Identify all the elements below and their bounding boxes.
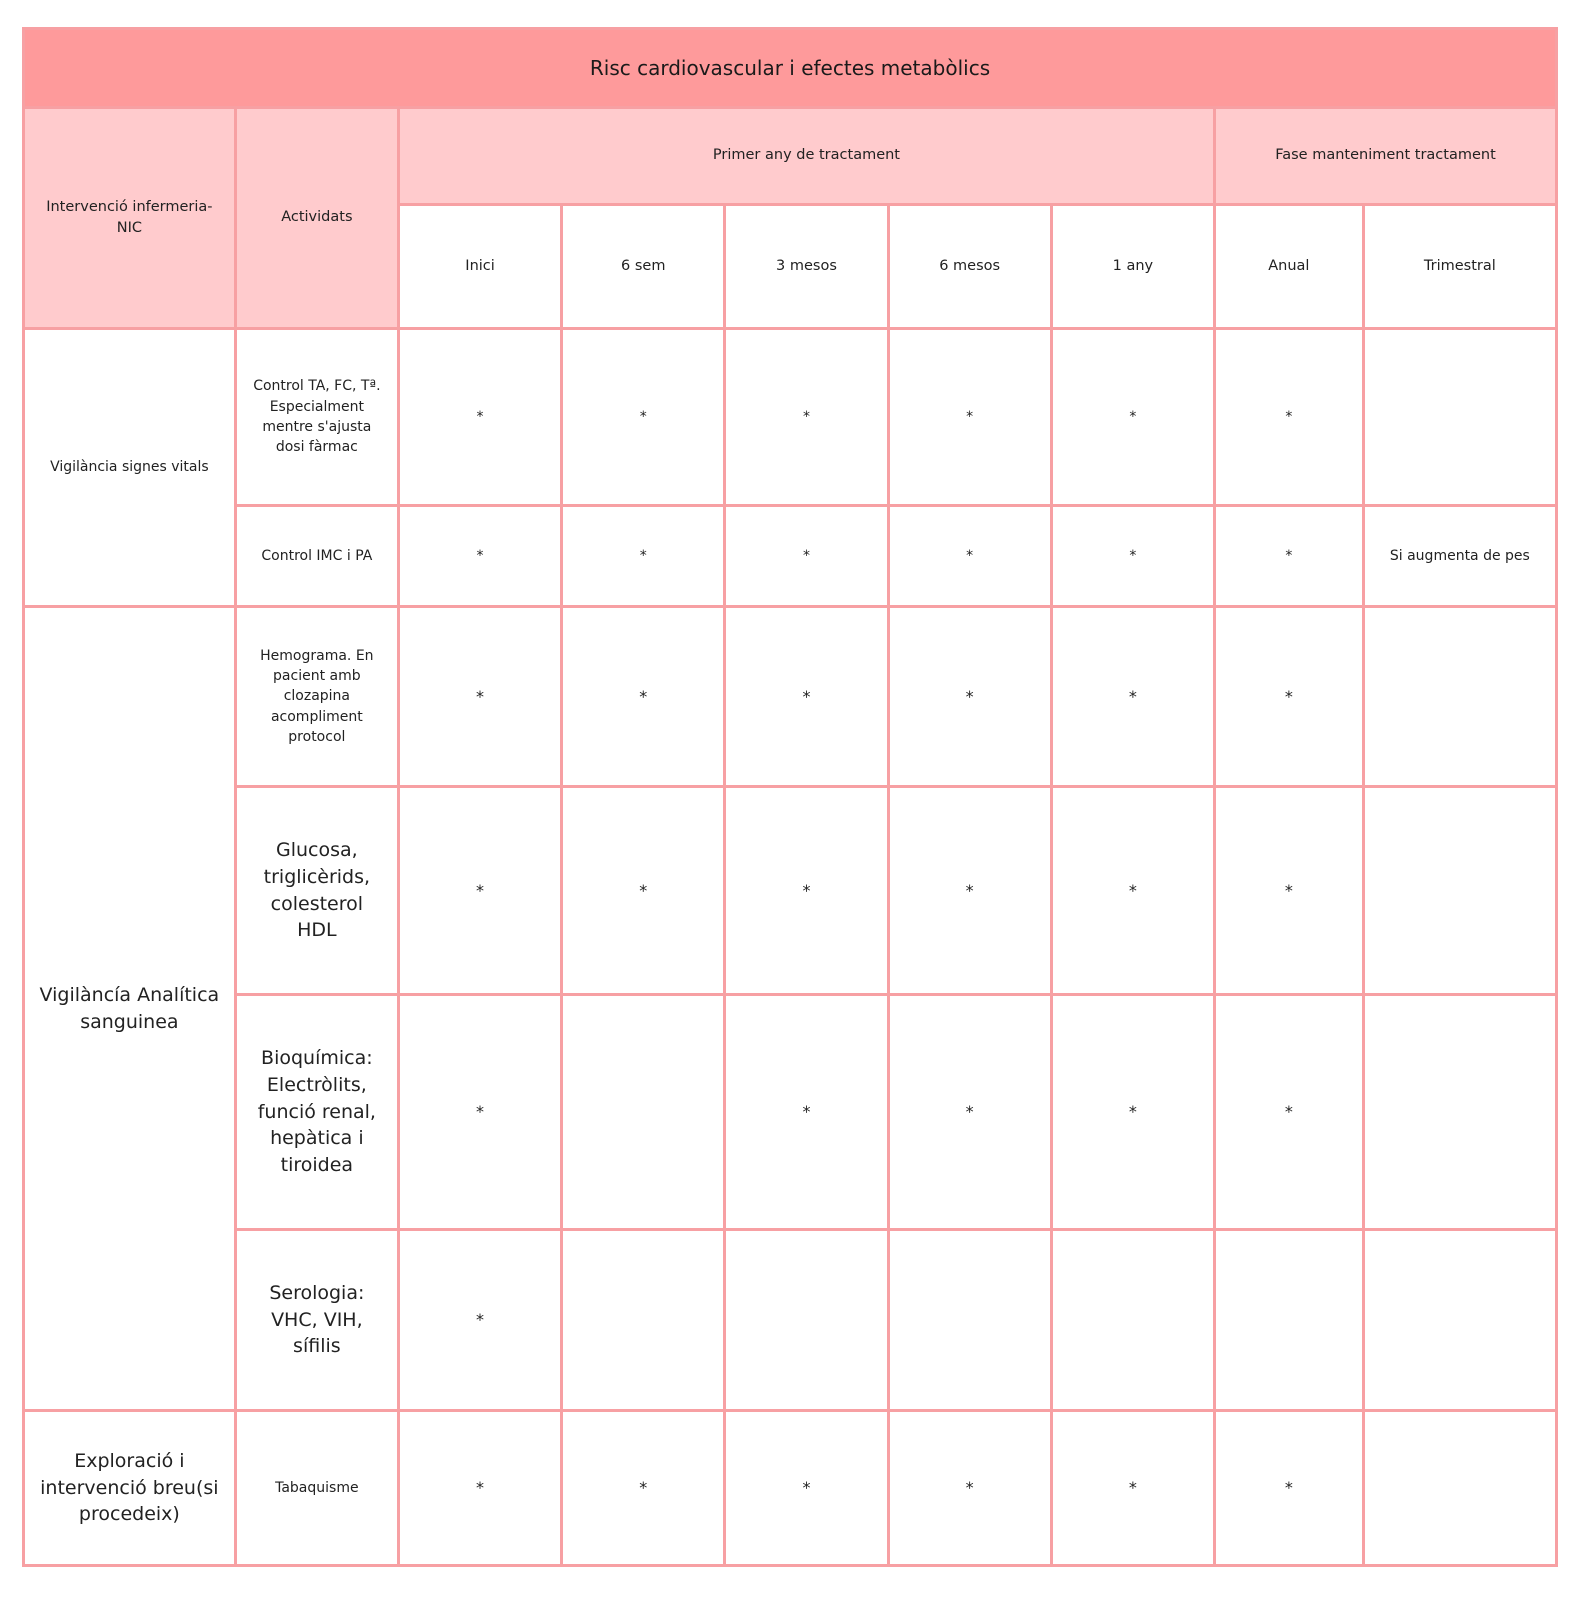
cell <box>1363 787 1556 995</box>
cell: * <box>562 1411 725 1566</box>
activity-label: Hemograma. En pacient amb clozapina acompliment protocol <box>235 607 398 787</box>
cell: Si augmenta de pes <box>1363 506 1556 607</box>
table-row <box>24 607 1557 787</box>
activity-label: Control TA, FC, Tª. Especialment mentre s'ajusta dosi fàrmac <box>235 329 398 506</box>
cell: * <box>398 329 561 506</box>
group-label: Vigilàncía Analítica sanguinea <box>24 607 236 1411</box>
cell <box>1363 329 1556 506</box>
cell: * <box>725 607 888 787</box>
cell: * <box>725 787 888 995</box>
cell <box>1363 1230 1556 1411</box>
cell: * <box>562 607 725 787</box>
cell: * <box>398 1230 561 1411</box>
cell: * <box>888 787 1051 995</box>
cell: * <box>398 1411 561 1566</box>
cell <box>1363 607 1556 787</box>
cell: * <box>888 329 1051 506</box>
table-row <box>24 995 1557 1230</box>
cell: * <box>888 506 1051 607</box>
col-3-mesos: 3 mesos <box>725 205 888 329</box>
cell: * <box>888 1411 1051 1566</box>
table-row <box>24 329 1557 506</box>
cell: * <box>562 506 725 607</box>
header-maintenance: Fase manteniment tractament <box>1214 108 1556 205</box>
col-1-any: 1 any <box>1051 205 1214 329</box>
cell: * <box>888 607 1051 787</box>
cell: * <box>1051 1411 1214 1566</box>
activity-label: Tabaquisme <box>235 1411 398 1566</box>
monitoring-table <box>22 27 1558 1567</box>
cell: * <box>1214 329 1363 506</box>
col-anual: Anual <box>1214 205 1363 329</box>
cell <box>888 1230 1051 1411</box>
header-activities: Actividats <box>235 108 398 329</box>
cell: * <box>1214 787 1363 995</box>
cell: * <box>725 1411 888 1566</box>
cell: * <box>398 607 561 787</box>
cell <box>562 1230 725 1411</box>
cell: * <box>1051 506 1214 607</box>
cell <box>1051 1230 1214 1411</box>
col-trimestral: Trimestral <box>1363 205 1556 329</box>
cell: * <box>1051 329 1214 506</box>
col-inici: Inici <box>398 205 561 329</box>
group-label: Exploració i intervenció breu(si procedeix) <box>24 1411 236 1566</box>
cell: * <box>398 995 561 1230</box>
cell: * <box>1051 607 1214 787</box>
cell <box>562 995 725 1230</box>
cell: * <box>1214 607 1363 787</box>
cell <box>725 1230 888 1411</box>
cell: * <box>1214 1411 1363 1566</box>
cell: * <box>1051 787 1214 995</box>
col-6-mesos: 6 mesos <box>888 205 1051 329</box>
cell <box>1363 1411 1556 1566</box>
cell: * <box>562 329 725 506</box>
cell: * <box>725 329 888 506</box>
table-row <box>24 1230 1557 1411</box>
table-title: Risc cardiovascular i efectes metabòlics <box>24 29 1557 108</box>
cell: * <box>725 995 888 1230</box>
cell: * <box>398 787 561 995</box>
cell: * <box>1051 995 1214 1230</box>
table-row <box>24 787 1557 995</box>
cell <box>1214 1230 1363 1411</box>
activity-label: Control IMC i PA <box>235 506 398 607</box>
cell: * <box>725 506 888 607</box>
header-first-year: Primer any de tractament <box>398 108 1214 205</box>
cell: * <box>398 506 561 607</box>
col-6-sem: 6 sem <box>562 205 725 329</box>
group-label: Vigilància signes vitals <box>24 329 236 607</box>
cell: * <box>1214 506 1363 607</box>
header-intervention: Intervenció infermeria-NIC <box>24 108 236 329</box>
table-row <box>24 506 1557 607</box>
cell: * <box>1214 995 1363 1230</box>
activity-label: Glucosa, triglicèrids, colesterol HDL <box>235 787 398 995</box>
activity-label: Bioquímica: Electròlits, funció renal, hepàtica i tiroidea <box>235 995 398 1230</box>
activity-label: Serologia: VHC, VIH, sífilis <box>235 1230 398 1411</box>
table-row <box>24 1411 1557 1566</box>
cell: * <box>562 787 725 995</box>
cell: * <box>888 995 1051 1230</box>
cell <box>1363 995 1556 1230</box>
